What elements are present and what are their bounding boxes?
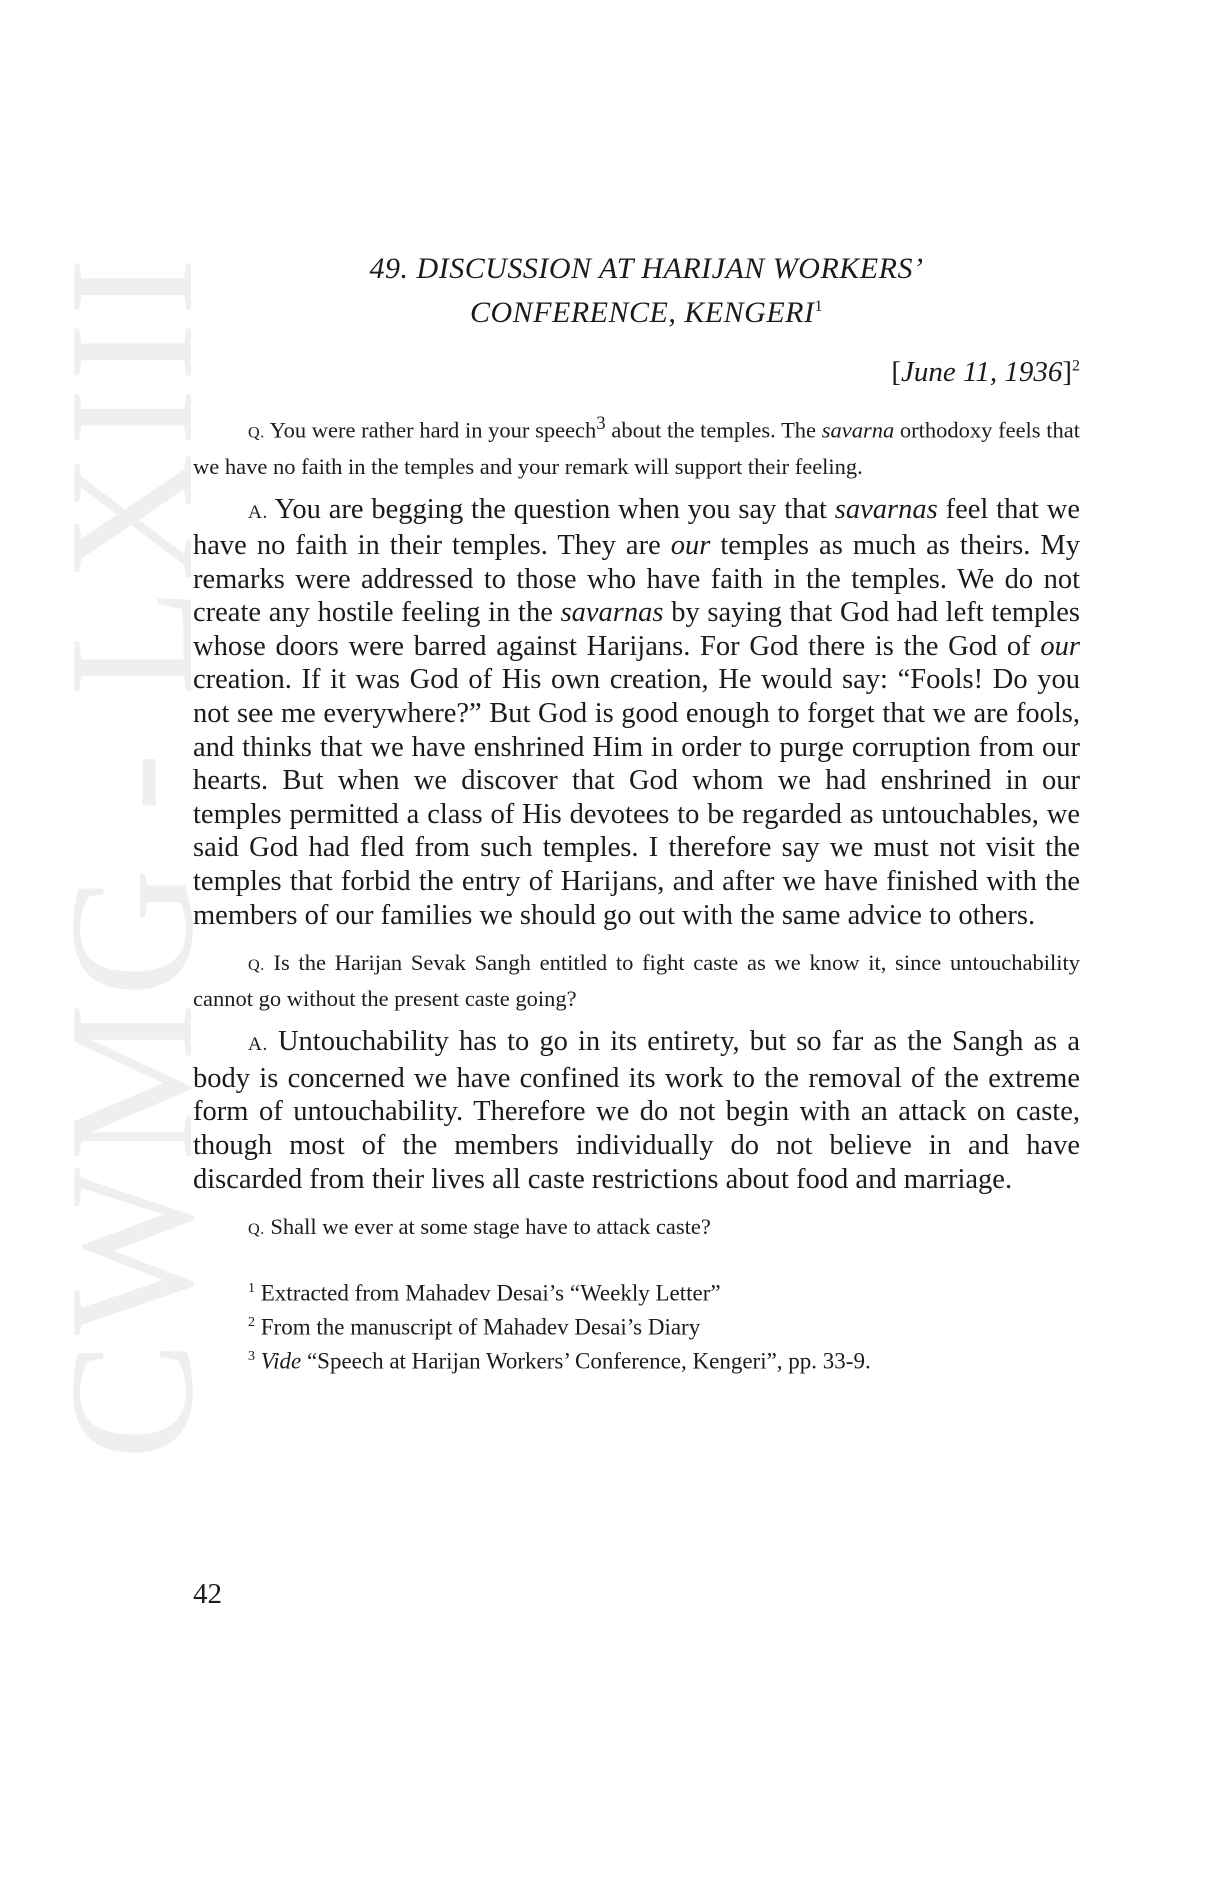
- footnote-ref-1: 1: [814, 298, 823, 315]
- footnote-2: $^2$ From the manuscript of Mahadev Desai’s Diary: [248, 1314, 701, 1340]
- section-number: 49.: [369, 252, 409, 285]
- section-title: [213, 250, 1080, 332]
- question-marker: Q.: [248, 423, 265, 442]
- answer-1: A. You are begging the question when you say that savarnas feel that we have no faith in their temples. They are our temples as much as theirs. My remarks were addressed to those who have faith in the temples. We do not create any hostile feeling in the savarnas by saying that God had left temples whose doors were barred against Harijans. For God there is the God of our creation. If it was God of His own creation, He would say: “Fools! Do you not see me everywhere?” But God is good enough to forget that we are fools, and thinks that we have enshrined Him in order to purge corruption from our hearts. But when we discover that God whom we had enshrined in our temples permitted a class of His devotees to be regarded as untouchables, we said God had fled from such temples. I therefore say we must not visit the temples that forbid the entry of Harijans, and after we have finished with the members of our families we should go out with the same advice to others.: [193, 493, 1081, 931]
- date-line: [June 11, 1936]$^2$: [891, 356, 1080, 388]
- date-text: June 11, 1936: [900, 356, 1063, 388]
- footnotes: [193, 1274, 1080, 1375]
- question-marker: Q.: [248, 956, 265, 975]
- footnote-ref-3: 3: [596, 413, 606, 434]
- watermark: CWMG - LXIII: [32, 251, 230, 1460]
- footnote-1: $^1$ Extracted from Mahadev Desai’s “Weekly Letter”: [248, 1280, 721, 1306]
- footnote-3: $^3$ Vide “Speech at Harijan Workers’ Conference, Kengeri”, pp. 33-9.: [248, 1348, 871, 1374]
- title-text-2: CONFERENCE, KENGERI: [470, 296, 815, 329]
- answer-marker: A.: [248, 501, 268, 523]
- title-line-2: [213, 288, 1080, 332]
- question-1: Q. You were rather hard in your speech$^3$ about the temples. The savarna orthodoxy feels that we have no faith in the temples and your remark will support their feeling.: [193, 413, 1080, 479]
- footnote-ref-2: 2: [1072, 357, 1080, 375]
- question-marker: Q.: [248, 1220, 265, 1239]
- answer-marker: A.: [248, 1034, 268, 1056]
- title-text-1: DISCUSSION AT HARIJAN WORKERS’: [416, 252, 924, 285]
- title-line-1: [213, 250, 1080, 288]
- question-2: Q. Is the Harijan Sevak Sangh entitled to fight caste as we know it, since untouchability cannot go without the present caste going?: [193, 950, 1081, 1012]
- page-content: [193, 250, 1080, 1375]
- question-3: Q. Shall we ever at some stage have to attack caste?: [248, 1214, 711, 1240]
- page-number: 42: [193, 1578, 222, 1610]
- answer-2: A. Untouchability has to go in its entirety, but so far as the Sangh as a body is concerned we have confined its work to the removal of the extreme form of untouchability. Therefore we do not begin with an attack on caste, though most of the members individually do not believe in and have discarded from their lives all caste restrictions about food and marriage.: [193, 1026, 1081, 1195]
